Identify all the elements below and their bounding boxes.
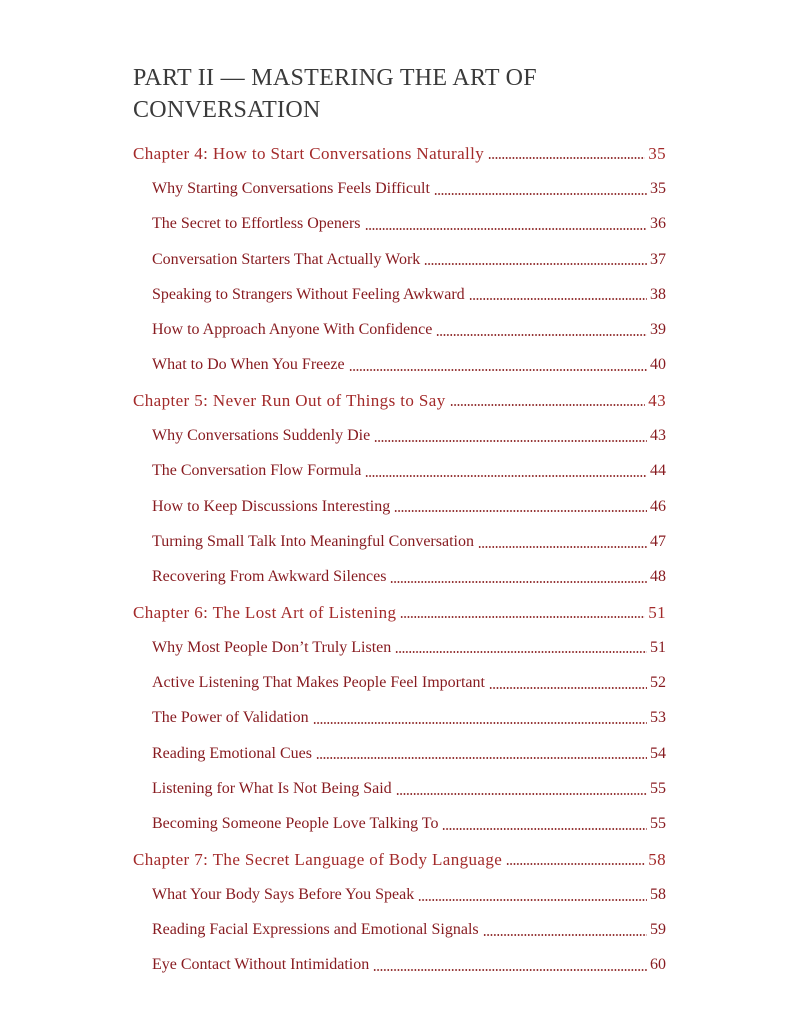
dot-leader: [373, 969, 647, 971]
toc-entry-page-number: 58: [650, 885, 666, 903]
toc-entry-title: Becoming Someone People Love Talking To: [152, 815, 439, 833]
toc-section-entry[interactable]: [0, 807, 800, 842]
toc-section-entry[interactable]: [0, 701, 800, 736]
toc-entry-title: The Conversation Flow Formula: [152, 462, 362, 480]
toc-entry-title: Chapter 4: How to Start Conversations Naturally: [133, 143, 485, 163]
dot-leader: [436, 334, 647, 336]
toc-section-entry[interactable]: [0, 665, 800, 700]
toc-entry-title: Listening for What Is Not Being Said: [152, 779, 392, 797]
toc-entry-page-number: 59: [650, 921, 666, 939]
dot-leader: [418, 899, 647, 901]
dot-leader: [450, 404, 646, 406]
toc-entry-title: Conversation Starters That Actually Work: [152, 250, 421, 268]
toc-section-entry[interactable]: [0, 524, 800, 559]
toc-entry-title: Chapter 6: The Lost Art of Listening: [133, 602, 397, 622]
toc-entry-page-number: 44: [650, 462, 666, 480]
toc-entry-page-number: 55: [650, 815, 666, 833]
toc-entry-title: Why Starting Conversations Feels Difficult: [152, 179, 430, 197]
toc-entry-title: How to Approach Anyone With Confidence: [152, 321, 433, 339]
toc-entry-title: Speaking to Strangers Without Feeling Awkward: [152, 285, 465, 303]
dot-leader: [374, 440, 647, 442]
toc-entry-title: The Power of Validation: [152, 709, 309, 727]
toc-entry-title: Why Most People Don’t Truly Listen: [152, 638, 392, 656]
toc-entry-title: What to Do When You Freeze: [152, 356, 345, 374]
toc-entry-title: Why Conversations Suddenly Die: [152, 427, 371, 445]
dot-leader: [424, 263, 647, 265]
toc-entry-page-number: 35: [648, 143, 666, 163]
dot-leader: [442, 828, 647, 830]
toc-entry-page-number: 47: [650, 532, 666, 550]
toc-section-entry[interactable]: [0, 948, 800, 983]
toc-section-entry[interactable]: [0, 418, 800, 453]
toc-entry-page-number: 43: [648, 390, 666, 410]
dot-leader: [434, 193, 647, 195]
toc-section-entry[interactable]: [0, 560, 800, 595]
toc-section-entry[interactable]: [0, 630, 800, 665]
dot-leader: [365, 475, 647, 477]
dot-leader: [483, 934, 647, 936]
toc-section-entry[interactable]: [0, 489, 800, 524]
toc-section-entry[interactable]: [0, 913, 800, 948]
toc-section-entry[interactable]: [0, 312, 800, 347]
toc-entry-title: Eye Contact Without Intimidation: [152, 956, 370, 974]
toc-entry-page-number: 43: [650, 427, 666, 445]
toc-section-entry[interactable]: [0, 771, 800, 806]
toc-entry-title: Active Listening That Makes People Feel Important: [152, 674, 485, 692]
toc-entry-page-number: 35: [650, 179, 666, 197]
dot-leader: [489, 687, 647, 689]
dot-leader: [349, 369, 647, 371]
toc-entry-title: Recovering From Awkward Silences: [152, 568, 387, 586]
toc-entry-title: What Your Body Says Before You Speak: [152, 885, 415, 903]
toc-section-entry[interactable]: [0, 877, 800, 912]
dot-leader: [316, 757, 647, 759]
toc-section-entry[interactable]: [0, 207, 800, 242]
toc-entry-page-number: 55: [650, 779, 666, 797]
dot-leader: [394, 510, 647, 512]
toc-chapter-entry[interactable]: [0, 383, 800, 418]
toc-entry-page-number: 39: [650, 321, 666, 339]
dot-leader: [390, 581, 647, 583]
part-title: PART II — MASTERING THE ART OF CONVERSATION: [133, 65, 537, 123]
toc-chapter-entry[interactable]: [0, 842, 800, 877]
toc-chapter-entry[interactable]: [0, 595, 800, 630]
toc-entry-page-number: 51: [648, 602, 666, 622]
dot-leader: [396, 793, 647, 795]
dot-leader: [488, 157, 645, 159]
toc-section-entry[interactable]: [0, 736, 800, 771]
toc-entry-page-number: 58: [648, 849, 666, 869]
toc-entry-page-number: 60: [650, 956, 666, 974]
dot-leader: [478, 546, 647, 548]
toc-entry-title: How to Keep Discussions Interesting: [152, 497, 391, 515]
toc-entry-page-number: 38: [650, 285, 666, 303]
toc-section-entry[interactable]: [0, 454, 800, 489]
toc-section-entry[interactable]: [0, 242, 800, 277]
toc-entry-page-number: 52: [650, 674, 666, 692]
toc-entry-title: Chapter 7: The Secret Language of Body Language: [133, 849, 503, 869]
toc-entry-title: Chapter 5: Never Run Out of Things to Say: [133, 390, 446, 410]
dot-leader: [400, 616, 645, 618]
toc-section-entry[interactable]: [0, 277, 800, 312]
toc-section-entry[interactable]: [0, 171, 800, 206]
toc-entry-title: The Secret to Effortless Openers: [152, 215, 361, 233]
toc-section-entry[interactable]: [0, 348, 800, 383]
toc-entry-title: Turning Small Talk Into Meaningful Conversation: [152, 532, 474, 550]
toc-entry-page-number: 54: [650, 744, 666, 762]
toc-chapter-entry[interactable]: [0, 136, 800, 171]
toc-entry-page-number: 51: [650, 638, 666, 656]
toc-entry-page-number: 37: [650, 250, 666, 268]
toc-entry-page-number: 46: [650, 497, 666, 515]
toc-entry-page-number: 48: [650, 568, 666, 586]
dot-leader: [469, 298, 647, 300]
toc-entry-page-number: 53: [650, 709, 666, 727]
toc-entry-title: Reading Facial Expressions and Emotional Signals: [152, 921, 479, 939]
dot-leader: [395, 651, 647, 653]
dot-leader: [506, 863, 645, 865]
toc-entry-page-number: 36: [650, 215, 666, 233]
table-of-contents: [0, 136, 800, 983]
dot-leader: [313, 722, 647, 724]
toc-entry-title: Reading Emotional Cues: [152, 744, 312, 762]
dot-leader: [365, 228, 647, 230]
toc-entry-page-number: 40: [650, 356, 666, 374]
